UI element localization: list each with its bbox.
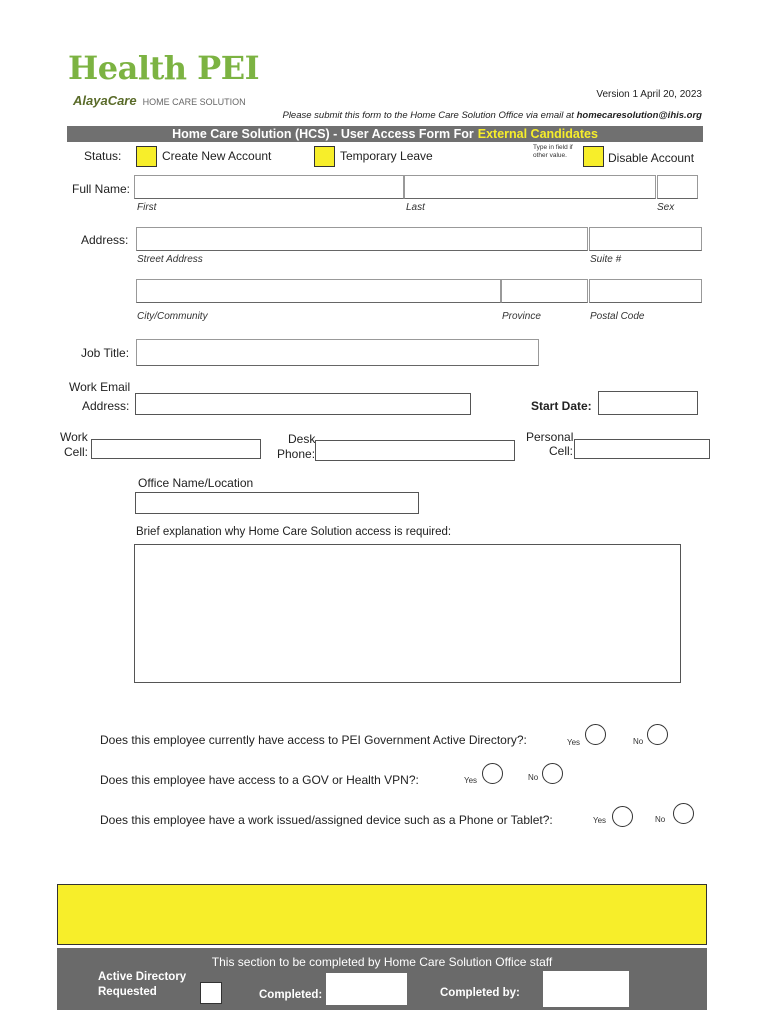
question-device-yes-label: Yes — [593, 816, 607, 825]
city-input[interactable] — [136, 279, 501, 303]
work-email-label-2: Address: — [82, 399, 130, 413]
completed-label: Completed: — [259, 989, 323, 1001]
submit-email[interactable]: homecaresolution@ihis.org — [576, 110, 702, 121]
street-address-input[interactable] — [136, 227, 588, 251]
form-title: Home Care Solution (HCS) - User Access Form For — [172, 127, 474, 141]
partner-name: AlayaCare — [73, 93, 137, 108]
street-caption: Street Address — [137, 254, 203, 265]
question-device-no-label: No — [655, 815, 666, 824]
completed-input[interactable] — [326, 973, 407, 1005]
address-label: Address: — [81, 233, 129, 247]
disable-account-label: Disable Account — [608, 151, 695, 165]
active-directory-label-2: Requested — [98, 986, 157, 998]
question-ad-text: Does this employee currently have access to PEI Government Active Directory?: — [100, 733, 527, 747]
desk-phone-label-1: Desk — [288, 432, 316, 446]
version-text: Version 1 April 20, 2023 — [596, 89, 702, 100]
province-caption: Province — [502, 311, 541, 322]
suite-input[interactable] — [589, 227, 702, 251]
question-device-yes-radio[interactable] — [612, 806, 633, 827]
completed-by-label: Completed by: — [440, 987, 520, 999]
partner-sub: HOME CARE SOLUTION — [142, 97, 246, 107]
yellow-notice-box — [57, 884, 707, 945]
start-date-label: Start Date: — [531, 399, 592, 413]
question-vpn-yes-radio[interactable] — [482, 763, 503, 784]
disable-account-checkbox[interactable] — [583, 146, 604, 167]
question-ad-no-label: No — [633, 737, 644, 746]
temporary-leave-checkbox[interactable] — [314, 146, 335, 167]
question-vpn-no-radio[interactable] — [542, 763, 563, 784]
submit-note-text: Please submit this form to the Home Care Solution Office via email at — [282, 110, 574, 121]
job-title-input[interactable] — [136, 339, 539, 366]
personal-cell-label-1: Personal — [526, 430, 574, 444]
work-cell-label-1: Work — [60, 430, 88, 444]
temporary-leave-label: Temporary Leave — [340, 149, 433, 163]
question-ad-yes-radio[interactable] — [585, 724, 606, 745]
desk-phone-input[interactable] — [315, 440, 515, 461]
personal-cell-input[interactable] — [574, 439, 710, 459]
work-cell-input[interactable] — [91, 439, 261, 459]
personal-cell-label-2: Cell: — [549, 444, 574, 458]
question-device-text: Does this employee have a work issued/assigned device such as a Phone or Tablet?: — [100, 813, 553, 827]
form-title-highlight: External Candidates — [477, 127, 598, 141]
province-input[interactable] — [501, 279, 588, 303]
active-directory-label-1: Active Directory — [98, 971, 187, 983]
sex-caption: Sex — [657, 202, 675, 213]
office-input[interactable] — [135, 492, 419, 514]
status-label: Status: — [84, 149, 122, 163]
other-value-note: Type in field if other value. — [533, 144, 573, 159]
question-vpn-no-label: No — [528, 773, 539, 782]
question-vpn-text: Does this employee have access to a GOV or Health VPN?: — [100, 773, 419, 787]
health-pei-logo — [68, 50, 259, 86]
question-vpn-yes-label: Yes — [464, 776, 478, 785]
question-ad-no-radio[interactable] — [647, 724, 668, 745]
suite-caption: Suite # — [590, 254, 622, 265]
explanation-textarea[interactable] — [134, 544, 681, 683]
full-name-label: Full Name: — [72, 182, 131, 196]
work-email-label-1: Work Email — [69, 380, 131, 394]
job-title-label: Job Title: — [81, 346, 130, 360]
office-label: Office Name/Location — [138, 476, 254, 490]
city-caption: City/Community — [137, 311, 208, 322]
create-account-checkbox[interactable] — [136, 146, 157, 167]
title-bar — [67, 126, 703, 142]
last-name-input[interactable] — [404, 175, 656, 199]
last-caption: Last — [406, 202, 425, 213]
completed-by-input[interactable] — [543, 971, 629, 1007]
brand-name: Health PEI — [68, 49, 260, 87]
first-caption: First — [137, 202, 157, 213]
office-staff-note: This section to be completed by Home Care Solution Office staff — [211, 955, 553, 969]
question-ad-yes-label: Yes — [567, 738, 581, 747]
postal-code-input[interactable] — [589, 279, 702, 303]
desk-phone-label-2: Phone: — [277, 447, 316, 461]
work-email-input[interactable] — [135, 393, 471, 415]
sex-input[interactable] — [657, 175, 698, 199]
submit-note — [282, 110, 702, 121]
active-directory-checkbox[interactable] — [200, 982, 222, 1004]
explanation-label: Brief explanation why Home Care Solution access is required: — [136, 526, 452, 538]
question-device-no-radio[interactable] — [673, 803, 694, 824]
alayacare-logo — [73, 93, 246, 108]
create-account-label: Create New Account — [162, 149, 272, 163]
first-name-input[interactable] — [134, 175, 404, 199]
work-cell-label-2: Cell: — [64, 445, 89, 459]
postal-caption: Postal Code — [590, 311, 645, 322]
start-date-input[interactable] — [598, 391, 698, 415]
